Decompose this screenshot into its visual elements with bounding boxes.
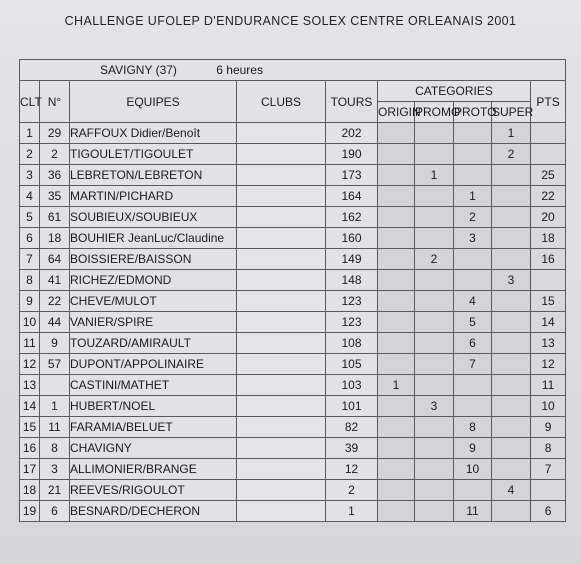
cell-no: 36 [40,165,70,186]
cell-team: RICHEZ/EDMOND [70,270,237,291]
cell-promo [415,123,454,144]
cell-promo [415,480,454,501]
cell-origin [378,354,415,375]
cell-super [492,396,531,417]
cell-origin [378,249,415,270]
cell-no: 18 [40,228,70,249]
cell-no: 2 [40,144,70,165]
cell-pts: 10 [531,396,566,417]
cell-origin [378,165,415,186]
cell-team: TIGOULET/TIGOULET [70,144,237,165]
table-row [20,396,566,417]
cell-promo: 2 [415,249,454,270]
cell-tours: 101 [326,396,378,417]
table-row [20,480,566,501]
cell-origin [378,228,415,249]
cell-team: RAFFOUX Didier/Benoît [70,123,237,144]
cell-origin [378,438,415,459]
cell-pts: 13 [531,333,566,354]
cell-promo [415,459,454,480]
cell-origin [378,501,415,522]
cell-no: 8 [40,438,70,459]
cell-clt: 4 [20,186,40,207]
cell-super [492,333,531,354]
event-cell [20,60,566,81]
cell-proto: 11 [454,501,492,522]
cell-no: 22 [40,291,70,312]
cell-proto [454,396,492,417]
cell-clt: 17 [20,459,40,480]
cell-proto: 10 [454,459,492,480]
table-row [20,186,566,207]
cell-pts [531,270,566,291]
cell-clubs [237,165,326,186]
cell-clt: 3 [20,165,40,186]
cell-tours: 160 [326,228,378,249]
col-header-super: SUPER [492,102,531,123]
event-duration: 6 heures [216,63,263,77]
cell-no: 64 [40,249,70,270]
cell-tours: 123 [326,291,378,312]
cell-proto [454,480,492,501]
cell-tours: 173 [326,165,378,186]
col-header-proto: PROTO [454,102,492,123]
cell-promo [415,417,454,438]
cell-origin [378,123,415,144]
cell-clt: 10 [20,312,40,333]
cell-proto: 8 [454,417,492,438]
col-header-no: N° [40,81,70,123]
cell-team: LEBRETON/LEBRETON [70,165,237,186]
cell-origin [378,312,415,333]
cell-clubs [237,291,326,312]
cell-proto [454,165,492,186]
cell-super [492,438,531,459]
cell-tours: 202 [326,123,378,144]
cell-super [492,228,531,249]
cell-promo: 1 [415,165,454,186]
cell-clt: 1 [20,123,40,144]
table-row [20,333,566,354]
cell-proto: 6 [454,333,492,354]
cell-proto [454,123,492,144]
cell-no: 35 [40,186,70,207]
cell-tours: 2 [326,480,378,501]
cell-tours: 149 [326,249,378,270]
cell-clubs [237,270,326,291]
cell-team: HUBERT/NOEL [70,396,237,417]
cell-super: 1 [492,123,531,144]
cell-clt: 9 [20,291,40,312]
cell-promo [415,333,454,354]
cell-team: REEVES/RIGOULOT [70,480,237,501]
table-row [20,354,566,375]
cell-clubs [237,480,326,501]
cell-no: 44 [40,312,70,333]
cell-origin [378,333,415,354]
cell-tours: 123 [326,312,378,333]
cell-promo [415,207,454,228]
cell-team: CASTINI/MATHET [70,375,237,396]
cell-proto: 9 [454,438,492,459]
cell-pts: 20 [531,207,566,228]
col-header-clubs: CLUBS [237,81,326,123]
results-table [19,59,566,522]
cell-super [492,165,531,186]
cell-team: MARTIN/PICHARD [70,186,237,207]
cell-promo [415,438,454,459]
cell-tours: 190 [326,144,378,165]
cell-proto: 5 [454,312,492,333]
cell-pts: 16 [531,249,566,270]
cell-origin [378,186,415,207]
table-row [20,270,566,291]
cell-no: 41 [40,270,70,291]
cell-tours: 148 [326,270,378,291]
cell-proto [454,375,492,396]
cell-clubs [237,501,326,522]
cell-clubs [237,459,326,480]
col-header-pts: PTS [531,81,566,123]
table-row [20,375,566,396]
col-header-promo: PROMO [415,102,454,123]
cell-pts: 18 [531,228,566,249]
cell-promo [415,501,454,522]
cell-super [492,249,531,270]
cell-tours: 1 [326,501,378,522]
cell-origin [378,291,415,312]
cell-proto [454,144,492,165]
cell-proto [454,270,492,291]
cell-clubs [237,438,326,459]
cell-promo [415,186,454,207]
table-row [20,501,566,522]
cell-super [492,417,531,438]
cell-super [492,312,531,333]
cell-pts: 6 [531,501,566,522]
cell-promo [415,375,454,396]
cell-clubs [237,144,326,165]
cell-no: 9 [40,333,70,354]
cell-clt: 16 [20,438,40,459]
cell-clt: 5 [20,207,40,228]
cell-clubs [237,207,326,228]
cell-proto [454,249,492,270]
cell-super [492,501,531,522]
table-row [20,249,566,270]
cell-promo [415,228,454,249]
col-header-categories: CATEGORIES [378,81,531,102]
cell-origin [378,207,415,228]
results-body [20,123,566,522]
table-row [20,144,566,165]
table-row [20,228,566,249]
col-header-tours: TOURS [326,81,378,123]
cell-pts [531,123,566,144]
cell-no: 29 [40,123,70,144]
column-header-row [20,81,566,102]
cell-clt: 18 [20,480,40,501]
cell-clubs [237,333,326,354]
cell-tours: 82 [326,417,378,438]
cell-team: CHAVIGNY [70,438,237,459]
cell-pts: 8 [531,438,566,459]
cell-clubs [237,417,326,438]
cell-team: ALLIMONIER/BRANGE [70,459,237,480]
cell-clubs [237,249,326,270]
cell-team: BESNARD/DECHERON [70,501,237,522]
cell-pts: 7 [531,459,566,480]
cell-team: BOUHIER JeanLuc/Claudine [70,228,237,249]
cell-origin [378,396,415,417]
col-header-origin: ORIGIN [378,102,415,123]
event-place: SAVIGNY (37) [100,63,177,77]
cell-super [492,354,531,375]
cell-super: 4 [492,480,531,501]
cell-super [492,186,531,207]
cell-team: TOUZARD/AMIRAULT [70,333,237,354]
cell-team: DUPONT/APPOLINAIRE [70,354,237,375]
cell-proto: 1 [454,186,492,207]
cell-proto: 4 [454,291,492,312]
cell-promo [415,291,454,312]
event-row [20,60,566,81]
cell-no: 21 [40,480,70,501]
cell-no: 6 [40,501,70,522]
cell-super: 2 [492,144,531,165]
cell-origin [378,459,415,480]
table-row [20,291,566,312]
cell-tours: 164 [326,186,378,207]
table-row [20,207,566,228]
table-row [20,459,566,480]
cell-clt: 13 [20,375,40,396]
cell-pts: 14 [531,312,566,333]
cell-no: 11 [40,417,70,438]
cell-promo [415,270,454,291]
cell-pts: 11 [531,375,566,396]
cell-origin [378,270,415,291]
cell-team: SOUBIEUX/SOUBIEUX [70,207,237,228]
cell-clt: 14 [20,396,40,417]
cell-no: 61 [40,207,70,228]
cell-clt: 7 [20,249,40,270]
cell-clubs [237,396,326,417]
cell-tours: 103 [326,375,378,396]
cell-no [40,375,70,396]
cell-pts: 22 [531,186,566,207]
col-header-clt: CLT [20,81,40,123]
cell-clt: 15 [20,417,40,438]
cell-team: CHEVE/MULOT [70,291,237,312]
cell-super [492,207,531,228]
sheet-title: CHALLENGE UFOLEP D'ENDURANCE SOLEX CENTRE ORLEANAIS 2001 [64,14,517,28]
cell-team: VANIER/SPIRE [70,312,237,333]
cell-clubs [237,228,326,249]
table-row [20,123,566,144]
col-header-equipes: EQUIPES [70,81,237,123]
cell-clt: 11 [20,333,40,354]
cell-origin [378,480,415,501]
cell-pts: 12 [531,354,566,375]
cell-pts: 9 [531,417,566,438]
cell-clt: 12 [20,354,40,375]
cell-origin [378,417,415,438]
cell-tours: 39 [326,438,378,459]
cell-super [492,375,531,396]
cell-promo: 3 [415,396,454,417]
cell-no: 3 [40,459,70,480]
cell-pts [531,144,566,165]
cell-promo [415,144,454,165]
cell-pts: 15 [531,291,566,312]
cell-team: BOISSIERE/BAISSON [70,249,237,270]
cell-promo [415,354,454,375]
cell-super [492,291,531,312]
cell-promo [415,312,454,333]
cell-team: FARAMIA/BELUET [70,417,237,438]
table-row [20,438,566,459]
cell-pts [531,480,566,501]
cell-tours: 12 [326,459,378,480]
cell-clt: 19 [20,501,40,522]
cell-clubs [237,375,326,396]
cell-proto: 7 [454,354,492,375]
cell-clt: 8 [20,270,40,291]
cell-tours: 162 [326,207,378,228]
cell-proto: 3 [454,228,492,249]
cell-clubs [237,123,326,144]
cell-super: 3 [492,270,531,291]
table-row [20,165,566,186]
cell-tours: 105 [326,354,378,375]
cell-super [492,459,531,480]
cell-origin: 1 [378,375,415,396]
cell-clt: 6 [20,228,40,249]
cell-clubs [237,354,326,375]
cell-tours: 108 [326,333,378,354]
table-row [20,312,566,333]
cell-pts: 25 [531,165,566,186]
cell-clt: 2 [20,144,40,165]
cell-no: 57 [40,354,70,375]
cell-clubs [237,312,326,333]
cell-proto: 2 [454,207,492,228]
cell-origin [378,144,415,165]
table-row [20,417,566,438]
cell-clubs [237,186,326,207]
cell-no: 1 [40,396,70,417]
